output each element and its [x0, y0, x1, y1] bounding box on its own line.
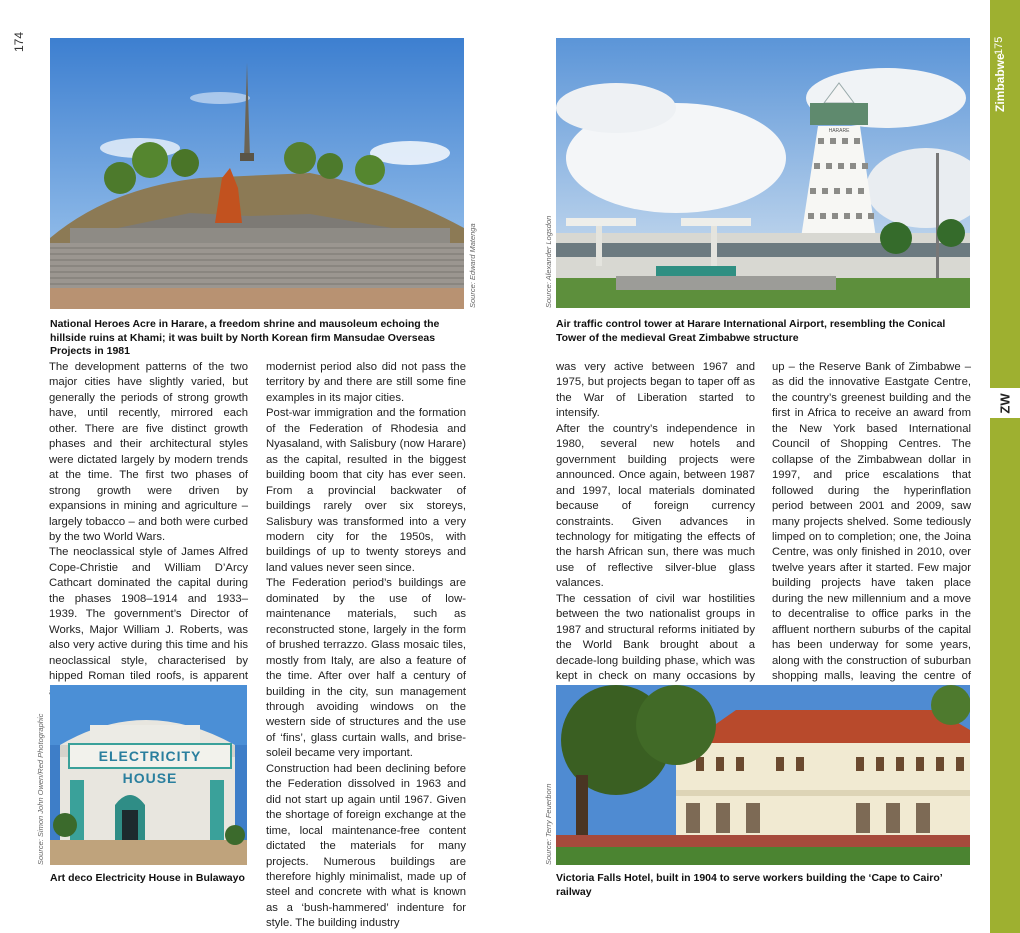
photo-source-airport: Source: Alexander Logsdon: [544, 215, 553, 308]
paragraph: After the country’s independence in 1980, several new hotels and government building projects were announced. Once again, between 1987 and 1997, local materials dominated because of foreign currency constraints. Given advances in technology for mitigating the effects of the harsh African sun, there was much use of reflective silver-blue glass valances.: [556, 422, 755, 590]
country-code-label: ZW: [997, 392, 1013, 414]
text-column-2: [266, 360, 466, 932]
page-number-right: 175: [993, 36, 1005, 55]
chapter-country-label: Zimbabwe: [993, 53, 1007, 112]
page-number-left: 174: [12, 31, 26, 52]
tower-label: HARARE: [828, 128, 850, 134]
caption-airport-tower: Air traffic control tower at Harare International Airport, resembling the Conical Tower of the medieval Great Zimbabwe structure: [556, 318, 946, 344]
photo-source-heroes: Source: Edward Matenga: [468, 223, 477, 308]
text-column-4: [772, 360, 971, 700]
electricity-house-photo: [50, 685, 247, 865]
photo-source-hotel: Source: Terry Feuerborn: [544, 783, 553, 865]
heroes-acre-photo: [50, 38, 464, 309]
victoria-falls-hotel-photo: [556, 685, 970, 865]
text-column-1: [49, 360, 248, 700]
paragraph: up – the Reserve Bank of Zimbabwe – as did the innovative Eastgate Centre, the country’s greenest building and the first in Africa to receive an award from the New York based International Council of Shopping Centres. The collapse of the Zimbabwean dollar in 1997, and price escalations that followed during the hyperinflation period between 2001 and 2009, saw many projects shelved. Some tediously limped on to completion; one, the Joina Centre, was only finished in 2010, over twelve years after it started. Few major building projects have taken place during the new millennium and a move to decentralise to office parks in the affluent northern suburbs of the capital has been underway for some years, along with the construction of suburban shopping malls, leaving the centre of: [772, 361, 971, 683]
country-code-tab: [990, 388, 1020, 418]
photo-source-electricity: Source: Simon John Owen/Red Photographic: [36, 713, 45, 865]
paragraph: The Federation period’s buildings are dominated by the use of low-maintenance materials, such as reconstructed stone, largely in the form of brushed terrazzo. Glass mosaic tiles, mostly from Italy, are also a feature of the time. After over half a century of building in the city, sun management through avoiding windows on the western side of structures and the use of ‘fins’, glass curtain walls, and brise-soleil became very important.: [266, 577, 466, 760]
paragraph: Post-war immigration and the formation of the Federation of Rhodesia and Nyasaland, with Salisbury (now Harare) as the capital, resulted in the biggest building boom that city has ever seen. From a provincial backwater of buildings rarely over six storeys, Salisbury was transformed into a very modern city for the 1950s, with buildings of up to twenty storeys and land values never seen since.: [266, 407, 466, 574]
paragraph: Construction had been declining before the Federation dissolved in 1963 and did not start up again until 1967. Given the shortage of foreign exchange at the time, local maintenance-free content dictated the materials for many projects. Numerous buildings are therefore highly minimalist, made up of steel and concrete with what is known as a ‘bush-hammered’ indenture for style. The building industry: [266, 762, 466, 930]
caption-electricity-house: Art deco Electricity House in Bulawayo: [50, 872, 245, 884]
paragraph: The neoclassical style of James Alfred Cope-Christie and William D’Arcy Cathcart dominated the capital during the phases 1908–1914 and 1933–1939. The government’s Director of Works, Major William J. Roberts, was also very active during this time and his neoclassical style, characterised by hipped Roman tiled roofs, is apparent: [49, 546, 248, 683]
airport-tower-photo: [556, 38, 970, 308]
text-column-3: [556, 360, 755, 731]
paragraph: was very active between 1967 and 1975, but projects began to taper off as the War of Liberation started to intensify.: [556, 361, 755, 420]
paragraph: The cessation of civil war hostilities between the two nationalist groups in 1987 and structural reforms initiated by the World Bank brought about a decade-long building phase, which was kept in check on many occasions by: [556, 592, 755, 683]
paragraph: The development patterns of the two major cities have slightly varied, but generally the periods of strong growth have, until recently, mirrored each other. There are five distinct growth phases and their architectural styles were dictated largely by modern trends at the time. The first two phases of strong growth were driven by expansions in mining and agriculture – largely tobacco – and both were curbed by the two World Wars.: [49, 361, 248, 543]
electricity-house-sign: ELECTRICITY HOUSE: [68, 743, 232, 769]
caption-victoria-falls-hotel: Victoria Falls Hotel, built in 1904 to serve workers building the ‘Cape to Cairo’ railway: [556, 872, 943, 898]
chapter-sidebar: [990, 0, 1020, 933]
caption-heroes-acre: National Heroes Acre in Harare, a freedom shrine and mausoleum echoing the hillside ruins at Khami; it was built by North Korean firm Mansudae Overseas Projects in 1981: [50, 318, 440, 357]
paragraph: modernist period also did not pass the territory by and there are still some fine examples in its major cities.: [266, 361, 466, 404]
